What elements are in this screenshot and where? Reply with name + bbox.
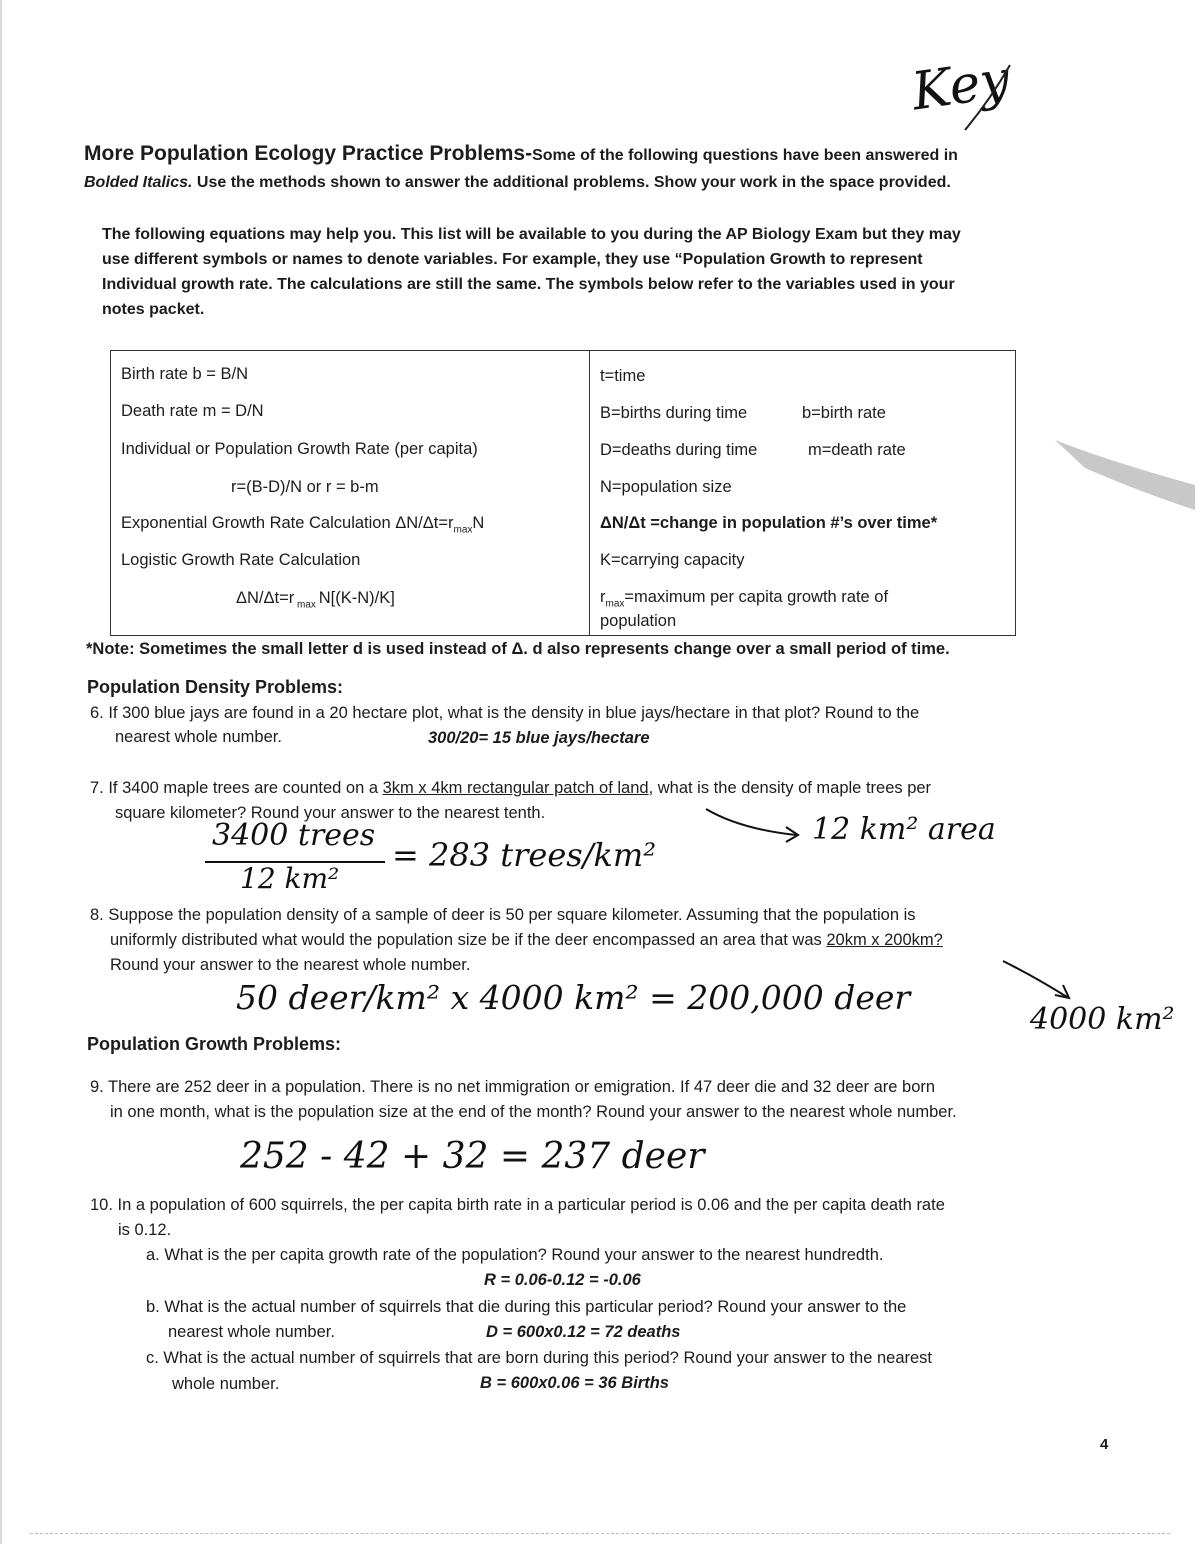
handwritten-key: Key (908, 49, 1014, 123)
q8-underlined-area: 20km x 200km? (826, 931, 943, 949)
q7-hand-numerator: 3400 trees (212, 818, 376, 853)
exponential-growth-eq (121, 514, 484, 535)
title-note: Some of the following questions have been answered in (532, 147, 958, 164)
q10-line1: 10. In a population of 600 squirrels, the per capita birth rate in a particular period is 0.06 and the per capita death rate (90, 1196, 945, 1214)
q10-line2: is 0.12. (118, 1221, 172, 1239)
equations-table (110, 350, 1016, 636)
death-rate-eq: Death rate m = D/N (121, 402, 264, 420)
q10a-answer: R = 0.06-0.12 = -0.06 (484, 1271, 641, 1289)
q8-text-a: uniformly distributed what would the population size be if the deer encompassed an area that was (110, 931, 827, 949)
q7-underlined-area: 3km x 4km rectangular patch of land (382, 779, 649, 797)
q8-hand-area: 4000 km² (1030, 1002, 1175, 1037)
def-D: D=deaths during time (600, 441, 758, 459)
bolded-italics-example: Bolded Italics. (84, 174, 193, 191)
q8-hand-work: 50 deer/km² x 4000 km² = 200,000 deer (236, 978, 911, 1017)
scan-bottom-line (30, 1533, 1170, 1534)
q6-line2: nearest whole number. (115, 728, 282, 746)
def-b: b=birth rate (802, 404, 886, 422)
q7-hand-result: = 283 trees/km² (392, 836, 657, 874)
logistic-growth-label: Logistic Growth Rate Calculation (121, 551, 361, 569)
page-title-block (84, 142, 958, 166)
q8-arrow-icon (995, 955, 1085, 1005)
growth-rate-label: Individual or Population Growth Rate (per capita) (121, 440, 478, 458)
intro-line-4: notes packet. (102, 301, 205, 318)
equations-right-column (590, 351, 1016, 636)
growth-heading: Population Growth Problems: (87, 1034, 342, 1054)
growth-rate-formula: r=(B-D)/N or r = b-m (231, 478, 379, 496)
logistic-formula-a: ΔN/Δt=r (236, 589, 295, 607)
q9-line1: 9. There are 252 deer in a population. There is no net immigration or emigration. If 47 deer die and 32 deer are born (90, 1078, 936, 1096)
title-note-line2-text: Use the methods shown to answer the additional problems. Show your work in the space provided. (192, 174, 951, 191)
def-rmax-line2: population (600, 612, 677, 630)
def-m: m=death rate (808, 441, 906, 459)
q10c-line1: c. What is the actual number of squirrels that are born during this period? Round your answer to the nearest (146, 1349, 933, 1367)
title-note-line2 (84, 174, 951, 192)
q9-line2: in one month, what is the population size at the end of the month? Round your answer to the nearest whole number. (110, 1103, 957, 1121)
page-title: More Population Ecology Practice Problems- (84, 142, 533, 165)
q10c-answer: B = 600x0.06 = 36 Births (480, 1374, 669, 1392)
q7-line1 (90, 779, 931, 798)
equations-left-column (111, 351, 590, 636)
q10c-line2: whole number. (172, 1375, 280, 1393)
q7-text-c: , what is the density of maple trees per (648, 779, 932, 797)
rmax-sub: max (605, 598, 625, 610)
scan-smudge (1045, 430, 1200, 520)
rmax-symbol: r (600, 588, 606, 606)
exponential-label: Exponential Growth Rate Calculation ΔN/Δt=r (121, 514, 454, 532)
intro-line-3: Individual growth rate. The calculations are still the same. The symbols below refer to the variables used in your (102, 276, 955, 293)
q10b-answer: D = 600x0.12 = 72 deaths (486, 1323, 681, 1341)
exponential-end: N (472, 514, 485, 532)
intro-line-2: use different symbols or names to denote variables. For example, they use “Population Growth to represent (102, 251, 923, 268)
q7-hand-area: 12 km² area (812, 812, 996, 847)
q9-hand-work: 252 - 42 + 32 = 237 deer (240, 1136, 705, 1177)
q7-text-a: 7. If 3400 maple trees are counted on a (90, 779, 383, 797)
q8-line2 (110, 931, 943, 950)
q7-line2: square kilometer? Round your answer to the nearest tenth. (115, 804, 546, 822)
logistic-growth-formula (236, 589, 395, 610)
birth-rate-eq: Birth rate b = B/N (121, 365, 249, 383)
exponential-sub: max (453, 524, 473, 536)
key-pen-stroke (950, 60, 1020, 140)
q8-line3: Round your answer to the nearest whole number. (110, 956, 471, 974)
density-heading: Population Density Problems: (87, 677, 344, 697)
scan-left-edge (0, 0, 2, 1544)
q6-line1: 6. If 300 blue jays are found in a 20 hectare plot, what is the density in blue jays/hectare in that plot? Round to the (90, 704, 920, 722)
logistic-sub: max (294, 599, 319, 611)
def-rmax (600, 588, 888, 609)
logistic-formula-b: N[(K-N)/K] (318, 589, 395, 607)
def-t: t=time (600, 367, 646, 385)
q6-answer: 300/20= 15 blue jays/hectare (428, 729, 650, 747)
page-number: 4 (1100, 1436, 1109, 1453)
def-delta-n: ΔN/Δt =change in population #’s over time* (600, 514, 938, 532)
def-K: K=carrying capacity (600, 551, 745, 569)
q8-line1: 8. Suppose the population density of a sample of deer is 50 per square kilometer. Assuming that the population is (90, 906, 916, 924)
q7-arrow-icon (700, 805, 810, 845)
rmax-definition: =maximum per capita growth rate of (624, 588, 889, 606)
def-N: N=population size (600, 478, 732, 496)
def-B: B=births during time (600, 404, 748, 422)
q10a-question: a. What is the per capita growth rate of the population? Round your answer to the nearest hundredth. (146, 1246, 884, 1264)
q10b-line1: b. What is the actual number of squirrels that die during this particular period? Round your answer to the (146, 1298, 907, 1316)
q10b-line2: nearest whole number. (168, 1323, 335, 1341)
intro-line-1: The following equations may help you. This list will be available to you during the AP Biology Exam but they may (102, 226, 961, 243)
delta-note: *Note: Sometimes the small letter d is used instead of Δ. d also represents change over a small period of time. (86, 640, 950, 658)
q7-hand-denominator: 12 km² (240, 862, 340, 895)
